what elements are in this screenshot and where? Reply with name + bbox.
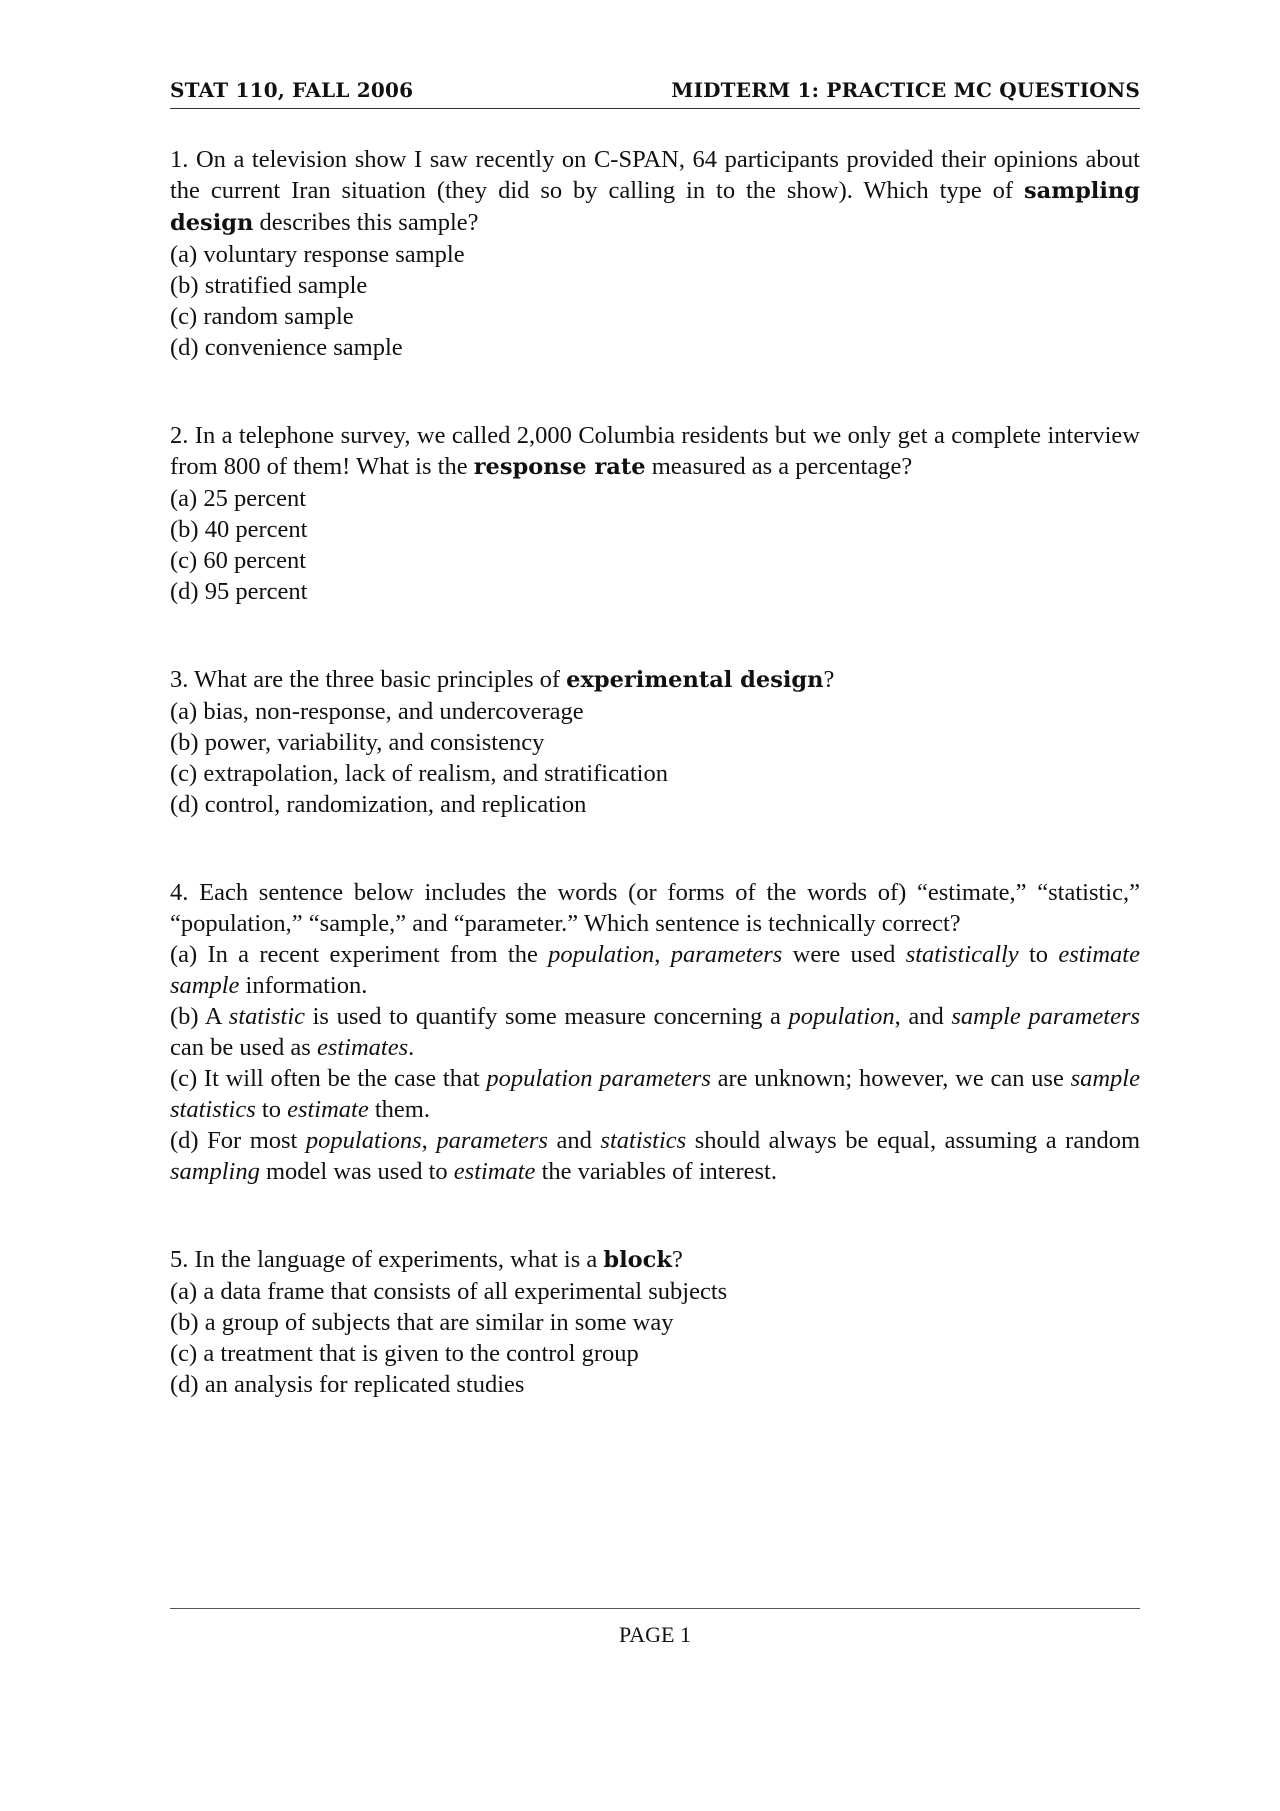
question-stem: 2. In a telephone survey, we called 2,000 Columbia residents but we only get a complete interview from 800 of them! What is the response rate measured as a percentage?: [170, 422, 1140, 480]
question-stem: 4. Each sentence below includes the words (or forms of the words of) “estimate,” “statistic,” “population,” “sample,” and “parameter.” Which sentence is technically correct?: [170, 879, 1140, 937]
answer-option: (a) a data frame that consists of all experimental subjects: [170, 1278, 728, 1305]
answer-option: (a) bias, non-response, and undercoverage: [170, 698, 584, 725]
question-4: [170, 877, 1140, 1187]
answer-option-a: (a) In a recent experiment from the population, parameters were used statistically to estimate sample information.: [170, 941, 1140, 999]
answer-option: (c) extrapolation, lack of realism, and stratification: [170, 760, 668, 787]
answer-option-c: (c) It will often be the case that population parameters are unknown; however, we can use sample statistics to estimate them.: [170, 1065, 1140, 1123]
answer-option-d: (d) For most populations, parameters and statistics should always be equal, assuming a random sampling model was used to estimate the variables of interest.: [170, 1127, 1141, 1185]
answer-option: (d) 95 percent: [170, 578, 308, 605]
question-2: [170, 420, 1140, 607]
answer-option: (c) 60 percent: [170, 547, 307, 574]
question-stem: 1. On a television show I saw recently on C-SPAN, 64 participants provided their opinions about the current Iran situation (they did so by calling in to the show). Which type of sampling design describes this sample?: [170, 146, 1140, 236]
footer-divider: [170, 1608, 1140, 1609]
question-stem: 3. What are the three basic principles of experimental design?: [170, 666, 835, 693]
exam-title: MIDTERM 1: PRACTICE MC QUESTIONS: [671, 78, 1140, 102]
answer-option: (c) random sample: [170, 303, 354, 330]
answer-option: (d) convenience sample: [170, 334, 403, 361]
answer-option: (b) 40 percent: [170, 516, 308, 543]
answer-option: (a) voluntary response sample: [170, 241, 465, 268]
answer-option-b: (b) A statistic is used to quantify some measure concerning a population, and sample parameters can be used as estimates.: [170, 1003, 1141, 1061]
header-divider: [170, 108, 1140, 109]
answer-option: (d) an analysis for replicated studies: [170, 1371, 525, 1398]
answer-option: (b) a group of subjects that are similar in some way: [170, 1309, 674, 1336]
question-3: [170, 664, 1140, 820]
page-number: PAGE 1: [619, 1622, 691, 1647]
course-title: STAT 110, FALL 2006: [170, 78, 414, 102]
page-header: [170, 78, 1140, 102]
question-5: [170, 1244, 1140, 1400]
answer-option: (b) stratified sample: [170, 272, 368, 299]
answer-option: (a) 25 percent: [170, 485, 307, 512]
answer-option: (c) a treatment that is given to the control group: [170, 1340, 639, 1367]
question-1: [170, 144, 1140, 363]
answer-option: (b) power, variability, and consistency: [170, 729, 545, 756]
question-stem: 5. In the language of experiments, what is a block?: [170, 1246, 683, 1273]
question-list: [170, 144, 1140, 1457]
answer-option: (d) control, randomization, and replication: [170, 791, 587, 818]
